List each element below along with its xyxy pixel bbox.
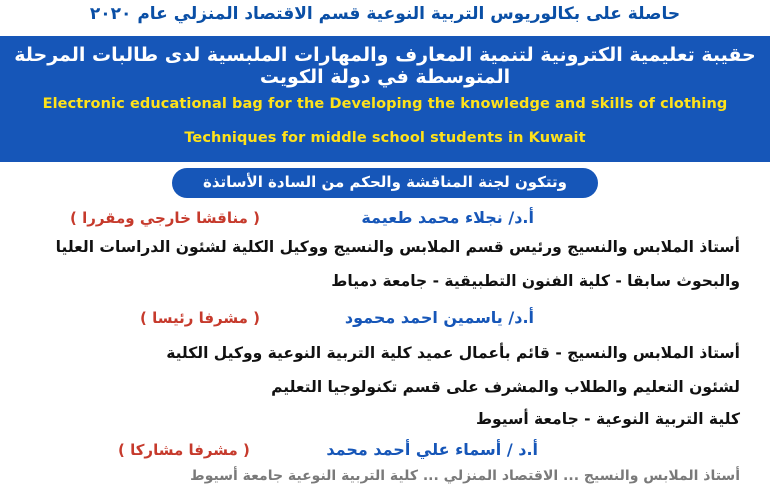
member-1-role: ( مناقشا خارجي ومقررا ) <box>70 209 260 227</box>
member-1-description-1: أستاذ الملابس والنسيج ورئيس قسم الملابس والنسيج ووكيل الكلية لشئون الدراسات العليا <box>55 238 740 256</box>
degree-subtitle: حاصلة على بكالوريوس التربية النوعية قسم الاقتصاد المنزلي عام ٢٠٢٠ <box>89 4 681 24</box>
top-band <box>0 0 770 36</box>
english-title-line-2: Techniques for middle school students in Kuwait <box>184 130 586 146</box>
arabic-thesis-title: حقيبة تعليمية الكترونية لتنمية المعارف والمهارات الملبسية لدى طالبات المرحلة المتوسطة في دولة الكويت <box>14 44 756 88</box>
member-2-description-1: أستاذ الملابس والنسيج - قائم بأعمال عميد كلية التربية النوعية ووكيل الكلية <box>166 344 740 362</box>
member-2-role: ( مشرفا رئيسا ) <box>140 309 260 327</box>
member-3-role: ( مشرفا مشاركا ) <box>118 441 250 459</box>
committee-heading: وتتكون لجنة المناقشة والحكم من السادة الأساتذة <box>202 173 568 191</box>
member-3-description-1: أستاذ الملابس والنسيج ... الاقتصاد المنزلي ... كلية التربية النوعية جامعة أسيوط <box>190 468 740 484</box>
member-2-description-2: لشئون التعليم والطلاب والمشرف على قسم تكنولوجيا التعليم <box>271 378 740 396</box>
member-2-description-3: كلية التربية النوعية - جامعة أسيوط <box>475 410 740 428</box>
member-2-name: أ.د/ ياسمين احمد محمود <box>344 308 534 327</box>
member-3-name: أ.د / أسماء علي أحمد محمد <box>326 440 538 459</box>
english-title-line-1: Electronic educational bag for the Developing the knowledge and skills of clothing <box>42 96 728 112</box>
committee-heading-pill <box>172 168 598 198</box>
member-1-description-2: والبحوث سابقا - كلية الفنون التطبيقية - جامعة دمياط <box>331 272 740 290</box>
member-1-name: أ.د/ نجلاء محمد طعيمة <box>361 208 534 227</box>
